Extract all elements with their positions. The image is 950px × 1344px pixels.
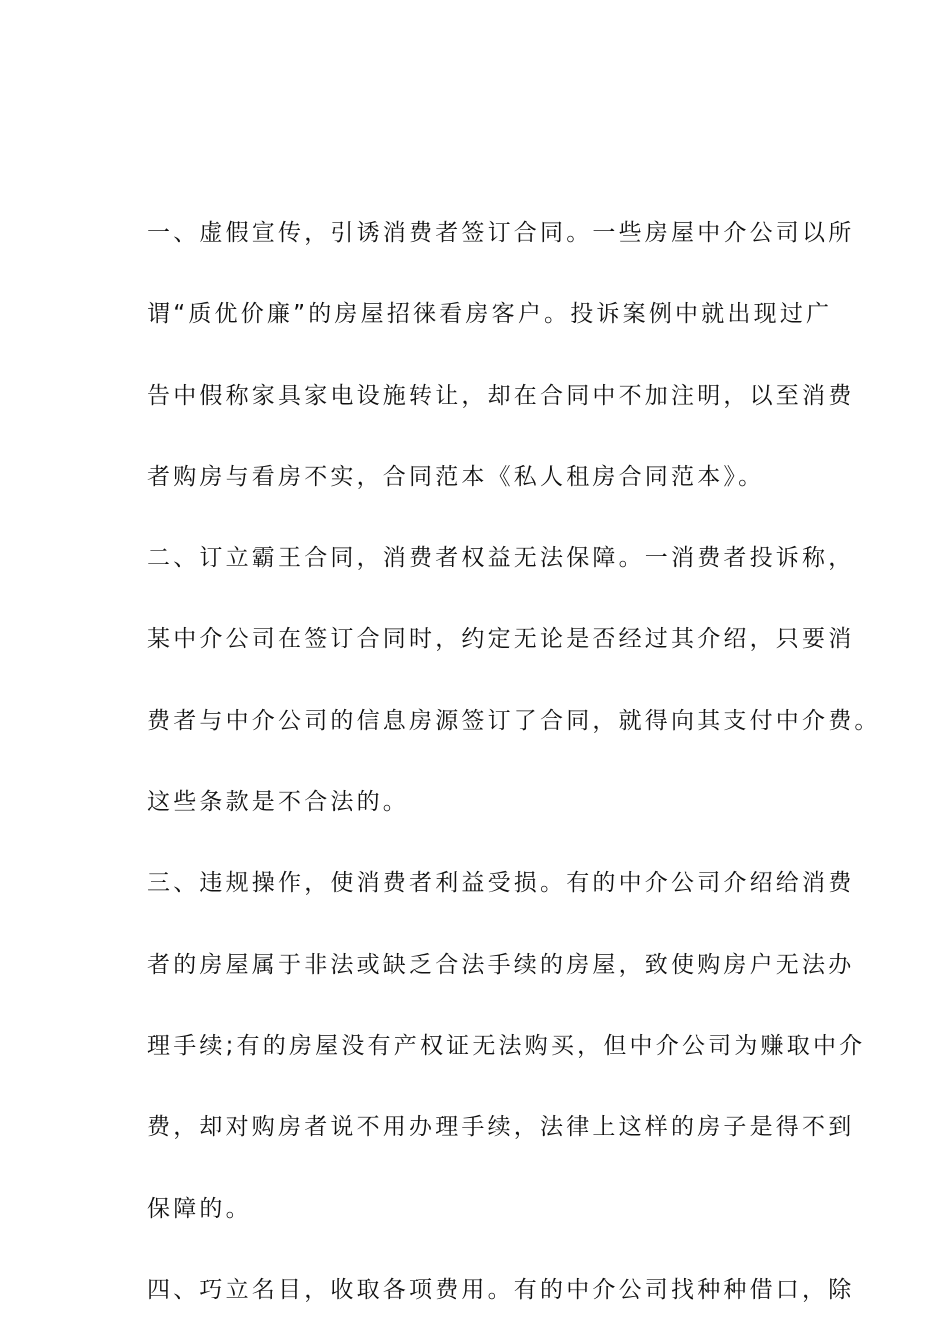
text-line: 保障的。: [147, 1195, 252, 1222]
text-line: 理手续;有的房屋没有产权证无法购买，但中介公司为赚取中介: [147, 1032, 866, 1059]
text-line: 费，却对购房者说不用办理手续，法律上这样的房子是得不到: [147, 1114, 855, 1141]
text-line: 四、巧立名目，收取各项费用。有的中介公司找种种借口，除: [147, 1276, 855, 1303]
text-line: 告中假称家具家电设施转让，却在合同中不加注明，以至消费: [147, 382, 855, 409]
document-body: [147, 205, 881, 1343]
text-line: 二、订立霸王合同，消费者权益无法保障。一消费者投诉称，: [147, 545, 855, 572]
text-line: 费者与中介公司的信息房源签订了合同，就得向其支付中介费。: [147, 707, 881, 734]
text-line: 这些条款是不合法的。: [147, 789, 409, 816]
text-line: 一、虚假宣传，引诱消费者签订合同。一些房屋中介公司以所: [147, 220, 855, 246]
text-line: 三、违规操作，使消费者利益受损。有的中介公司介绍给消费: [147, 870, 855, 897]
text-line: 者购房与看房不实，合同范本《私人租房合同范本》。: [147, 463, 765, 490]
text-line: 某中介公司在签订合同时，约定无论是否经过其介绍，只要消: [147, 626, 855, 653]
text-line: 谓“质优价廉”的房屋招徕看房客户。投诉案例中就出现过广: [147, 301, 833, 328]
text-line: 者的房屋属于非法或缺乏合法手续的房屋，致使购房户无法办: [147, 951, 855, 978]
